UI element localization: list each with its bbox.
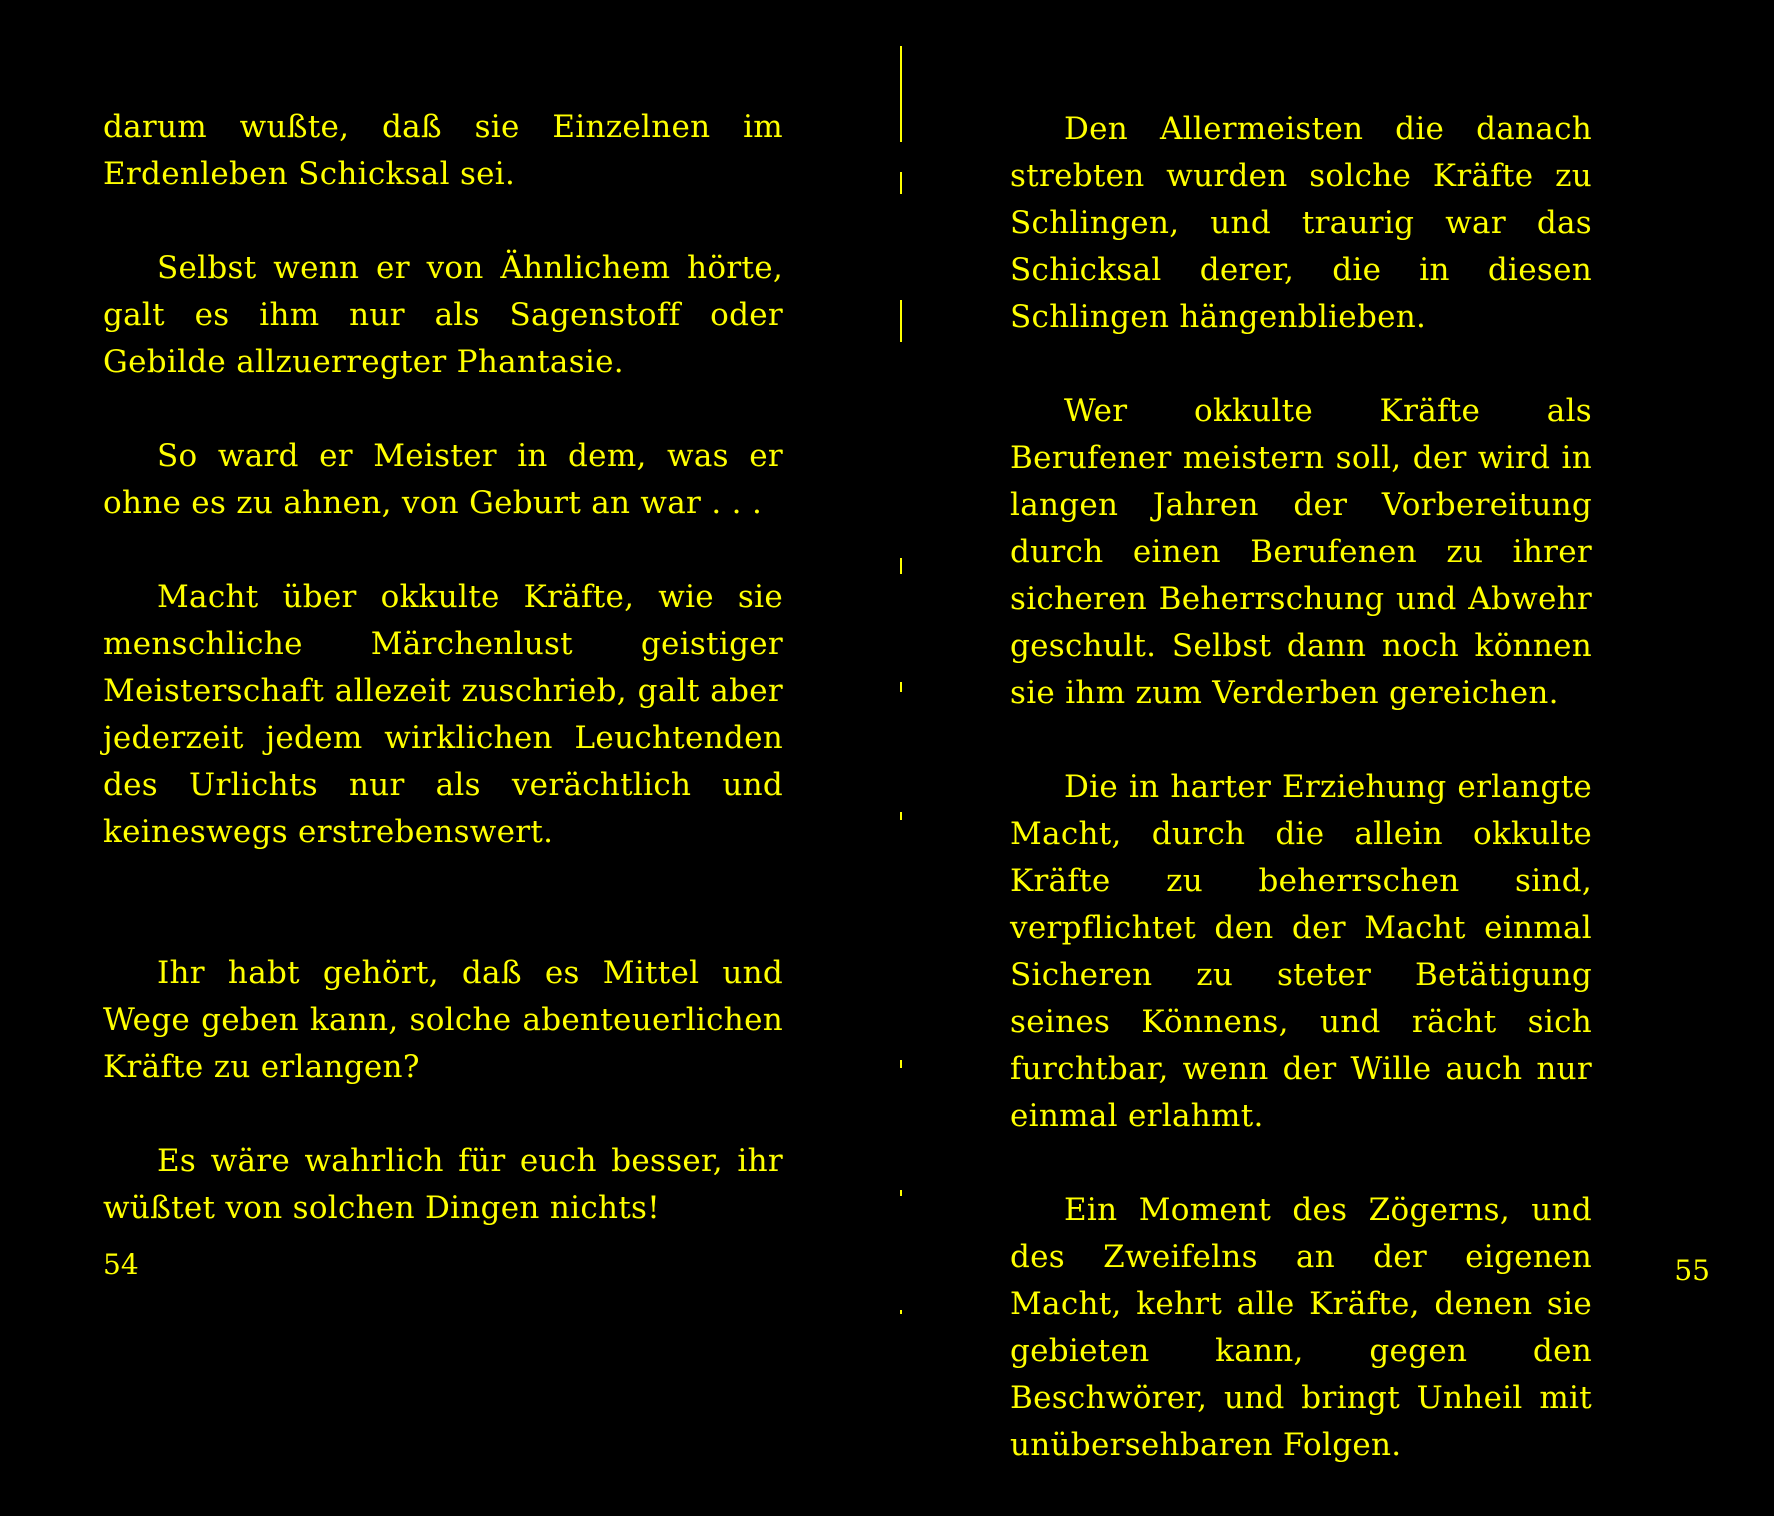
left-page-text xyxy=(103,104,783,1279)
paragraph: Selbst wenn er von Ähnlichem hörte, galt es ihm nur als Sagenstoff oder Gebilde allzuerregter Phantasie. xyxy=(103,250,783,380)
paragraph: Macht über okkulte Kräfte, wie sie menschliche Märchenlust geistiger Meisterschaft allezeit zuschrieb, galt aber jederzeit jedem wirklichen Leuchtenden des Urlichts nur als verächtlich und keineswegs erstrebenswert. xyxy=(103,579,783,850)
paragraph: Es wäre wahrlich für euch besser, ihr wüßtet von solchen Dingen nichts! xyxy=(103,1143,783,1226)
right-page-text xyxy=(1010,106,1592,1516)
right-page xyxy=(900,0,1774,1463)
paragraph: Ein Moment des Zögerns, und des Zweifelns an der eigenen Macht, kehrt alle Kräfte, denen sie gebieten kann, gegen den Beschwörer, und bringt Unheil mit unübersehbaren Folgen. xyxy=(1010,1192,1592,1463)
paragraph: darum wußte, daß sie Einzelnen im Erdenleben Schicksal sei. xyxy=(103,109,783,192)
left-page xyxy=(0,0,890,1366)
paragraph: So ward er Meister in dem, was er ohne es zu ahnen, von Geburt an war . . . xyxy=(103,438,783,521)
paragraph: Die in harter Erziehung erlangte Macht, durch die allein okkulte Kräfte zu beherrschen sind, verpflichtet den der Macht einmal Sicheren zu steter Betätigung seines Könnens, und rächt sich furchtbar, wenn der Wille auch nur einmal erlahmt. xyxy=(1010,769,1592,1134)
paragraph: Den Allermeisten die danach strebten wurden solche Kräfte zu Schlingen, und traurig war das Schicksal derer, die in diesen Schlingen hängenblieben. xyxy=(1010,111,1592,335)
paragraph: Wer okkulte Kräfte als Berufener meistern soll, der wird in langen Jahren der Vorbereitung durch einen Berufenen zu ihrer sicheren Beherrschung und Abwehr geschult. Selbst dann noch können sie ihm zum Verderben gereichen. xyxy=(1010,393,1592,711)
page-number-right: 55 xyxy=(1674,1254,1710,1287)
page-number-left: 54 xyxy=(103,1248,139,1281)
paragraph: Ihr habt gehört, daß es Mittel und Wege geben kann, solche abenteuerlichen Kräfte zu erlangen? xyxy=(103,955,783,1085)
